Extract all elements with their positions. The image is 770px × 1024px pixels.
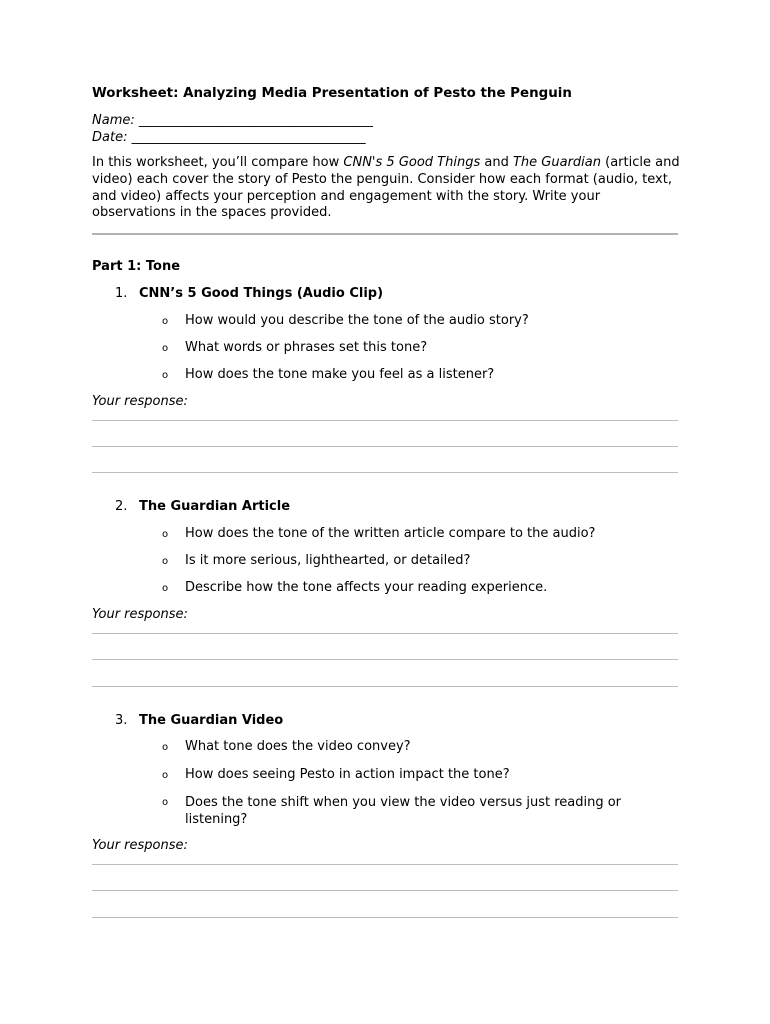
- response-line[interactable]: [92, 864, 678, 865]
- item-number: 3.: [115, 713, 128, 728]
- question-text: What words or phrases set this tone?: [185, 340, 428, 355]
- date-field[interactable]: [92, 130, 366, 145]
- response-line[interactable]: [92, 446, 678, 447]
- date-label: Date:: [92, 130, 128, 145]
- name-field[interactable]: [92, 113, 373, 128]
- response-line[interactable]: [92, 633, 678, 634]
- date-blank-line: ____________________________________: [131, 130, 366, 145]
- item-label: CNN’s 5 Good Things (Audio Clip): [139, 286, 384, 301]
- item-number: 2.: [115, 499, 128, 514]
- bullet-icon: o: [162, 797, 169, 808]
- response-label: Your response:: [92, 394, 188, 409]
- name-label: Name:: [92, 113, 135, 128]
- intro-source-cnn: CNN's 5 Good Things: [343, 155, 481, 170]
- question-text: What tone does the video convey?: [185, 739, 411, 754]
- bullet-icon: o: [162, 316, 169, 327]
- response-line[interactable]: [92, 686, 678, 687]
- bullet-icon: o: [162, 529, 169, 540]
- item-label: The Guardian Article: [139, 499, 291, 514]
- response-line[interactable]: [92, 420, 678, 421]
- question-text: How does the tone make you feel as a listener?: [185, 367, 495, 382]
- question-text: How does the tone of the written article compare to the audio?: [185, 526, 596, 541]
- bullet-icon: o: [162, 770, 169, 781]
- response-label: Your response:: [92, 838, 188, 853]
- bullet-icon: o: [162, 583, 169, 594]
- bullet-icon: o: [162, 742, 169, 753]
- intro-text-2: and: [480, 155, 513, 170]
- response-line[interactable]: [92, 472, 678, 473]
- question-text: How does seeing Pesto in action impact the tone?: [185, 767, 510, 782]
- worksheet-title: Worksheet: Analyzing Media Presentation of Pesto the Penguin: [92, 86, 572, 101]
- part1-heading: Part 1: Tone: [92, 259, 181, 274]
- section-divider: [92, 233, 678, 235]
- item-number: 1.: [115, 286, 128, 301]
- question-text: Does the tone shift when you view the video versus just reading or listening?: [185, 795, 622, 827]
- intro-paragraph: [92, 155, 682, 222]
- response-line[interactable]: [92, 890, 678, 891]
- bullet-icon: o: [162, 343, 169, 354]
- response-line[interactable]: [92, 659, 678, 660]
- response-label: Your response:: [92, 607, 188, 622]
- question-text: How would you describe the tone of the audio story?: [185, 313, 529, 328]
- response-line[interactable]: [92, 917, 678, 918]
- intro-text-3: (article and video) each cover the story of Pesto the penguin. Consider how each format (audio, text, and video) affects your perception and engagement with the story. Write your observations in the spaces provided.: [92, 155, 680, 221]
- item-label: The Guardian Video: [139, 713, 284, 728]
- intro-source-guardian: The Guardian: [512, 155, 601, 170]
- question-text: Describe how the tone affects your reading experience.: [185, 580, 548, 595]
- question-text: Is it more serious, lighthearted, or detailed?: [185, 553, 471, 568]
- bullet-icon: o: [162, 556, 169, 567]
- intro-text-1: In this worksheet, you’ll compare how: [92, 155, 344, 170]
- bullet-icon: o: [162, 370, 169, 381]
- name-blank-line: ____________________________________: [138, 113, 373, 128]
